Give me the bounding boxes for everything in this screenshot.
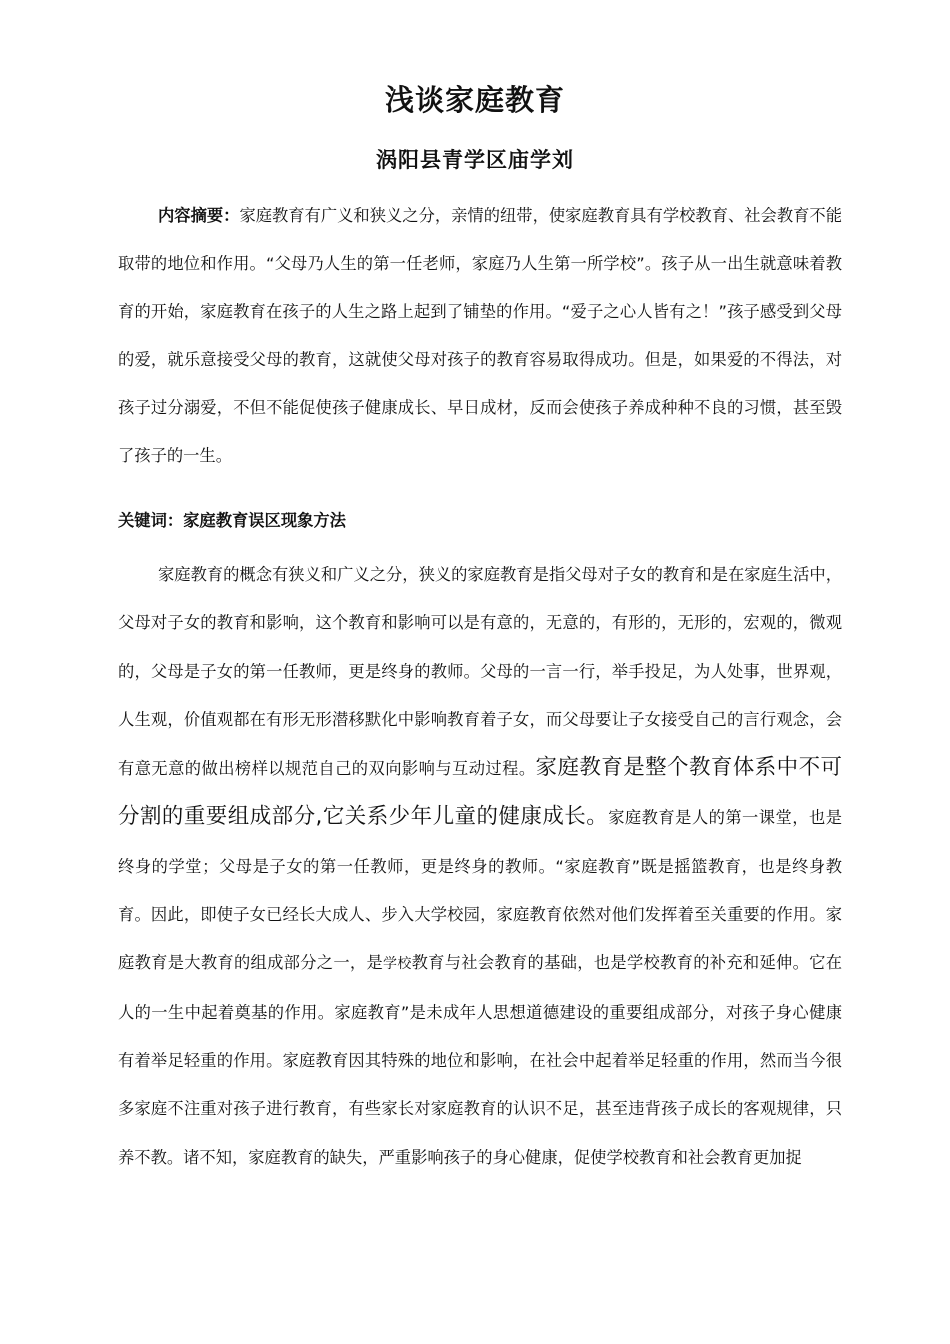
body-small-text: 学校 xyxy=(383,956,412,973)
document-author: 涡阳县青学区庙学刘 xyxy=(376,148,574,172)
body-paragraph-1: 家庭教育的概念有狭义和广义之分，狭义的家庭教育是指父母对子女的教育和是在家庭生活中，父母对子女的教育和影响，这个教育和影响可以是有意的，无意的，有形的，无形的，宏观的，微观的，父母是子女的第一任教师，更是终身的教师。父母的一言一行，举手投足，为人处事，世界观，人生观，价值观都在有形无形潜移默化中影响教育着子女，而父母要让子女接受自己的言行观念，会有意无意的做出榜样以规范自己的双向影响与互动过程。 xyxy=(118,565,842,779)
abstract-label: 内容摘要： xyxy=(158,206,240,225)
document-title: 浅谈家庭教育 xyxy=(384,83,565,117)
body-paragraph-3: 教育与社会教育的基础，也是学校教育的补充和延伸。它在人的一生中起着奠基的作用。家庭教育”是未成年人思想道德建设的重要组成部分，对孩子身心健康有着举足轻重的作用。家庭教育因其特殊的地位和影响，在社会中起着举足轻重的作用，然而当今很多家庭不注重对孩子进行教育，有些家长对家庭教育的认识不足，甚至违背孩子成长的客观规律，只养不教。诸不知，家庭教育的缺失，严重影响孩子的身心健康，促使学校教育和社会教育更加捉 xyxy=(118,953,842,1167)
body-text xyxy=(118,551,842,1182)
abstract-text: 家庭教育有广义和狭义之分，亲情的纽带，使家庭教育具有学校教育、社会教育不能取带的地位和作用。“父母乃人生的第一任老师，家庭乃人生第一所学校”。孩子从一出生就意味着教育的开始，家庭教育在孩子的人生之路上起到了铺垫的作用。“爱子之心人皆有之！”孩子感受到父母的爱，就乐意接受父母的教育，这就使父母对孩子的教育容易取得成功。但是，如果爱的不得法，对孩子过分溺爱，不但不能促使孩子健康成长、早日成材，反而会使孩子养成种种不良的习惯，甚至毁了孩子的一生。 xyxy=(118,206,842,465)
keywords-line: 关键词：家庭教育误区现象方法 xyxy=(118,511,346,530)
body-paragraph-2: 家庭教育是人的第一课堂，也是终身的学堂；父母是子女的第一任教师，更是终身的教师。“家庭教育”既是摇篮教育，也是终身教育。因此，即使子女已经长大成人、步入大学校园，家庭教育依然对他们发挥着至关重要的作用。家庭教育是大教育的组成部分之一，是 xyxy=(118,808,842,973)
abstract-paragraph xyxy=(118,192,842,480)
body-emphasis-sentence: 家庭教育是整个教育体系中不可分割的重要组成部分,它关系少年儿童的健康成长。 xyxy=(118,755,842,830)
